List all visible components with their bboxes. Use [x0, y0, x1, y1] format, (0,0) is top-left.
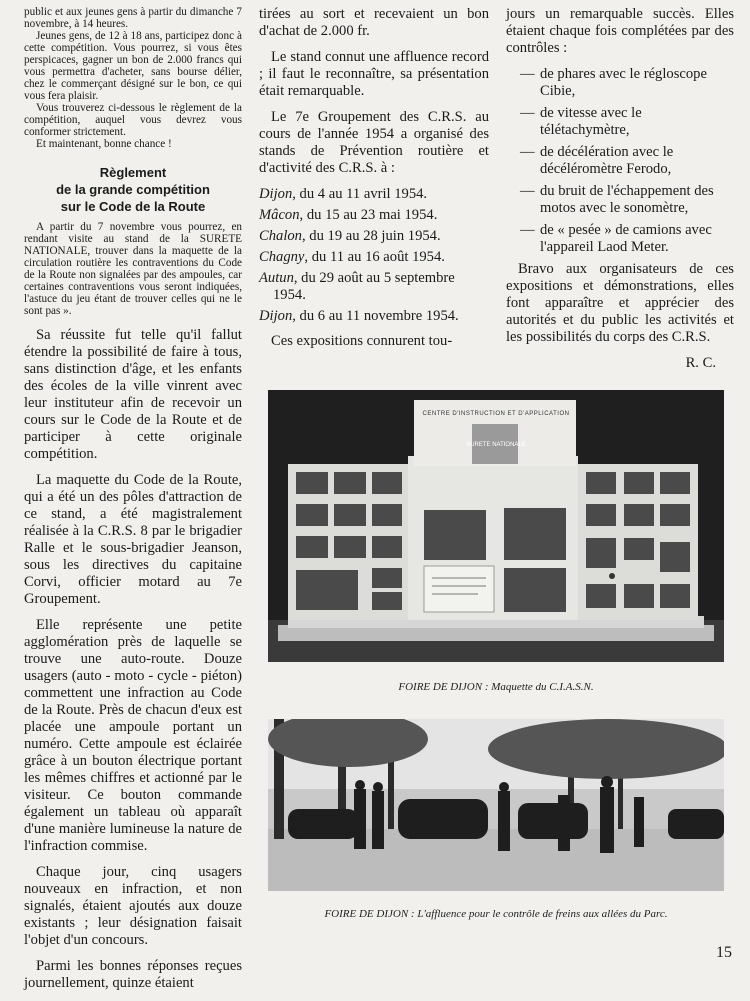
- photo1-caption: FOIRE DE DIJON : Maquette du C.I.A.S.N.: [398, 681, 594, 693]
- controls-item: — de vitesse avec le télétachymètre,: [506, 105, 734, 139]
- controls-list: [506, 66, 734, 256]
- stand-sign-subtitle: SURETE NATIONALE: [466, 442, 526, 448]
- photo-stand-model: [268, 390, 724, 662]
- park-illustration: [268, 719, 724, 891]
- column-2: [259, 6, 489, 359]
- column-3: [506, 6, 734, 372]
- intro-paragraph-4: Et maintenant, bonne chance !: [36, 138, 172, 150]
- photo2-caption: FOIRE DE DIJON : L'affluence pour le contrôle de freins aux allées du Parc.: [324, 908, 668, 920]
- body-paragraph-3: Elle représente une petite agglomération près de laquelle se trouve une auto-route. Douze usagers (auto - moto - cycle - piéton) commettent une infraction au Code de la Route. Près de chacun d'eux est placée une ampoule portant un numéro. Cette ampoule est éclairée grâce à un bouton électrique portant les mêmes chiffres et actionné par le visiteur. Ce bouton commande également un tableau où apparaît d'une manière lumineuse la nature de l'infraction commise.: [24, 617, 242, 854]
- rules-heading-line-1: Règlement: [99, 165, 167, 180]
- body-paragraph-4: Chaque jour, cinq usagers nouveaux en infraction, et non signalés, étaient ajoutés aux douze existants ; leur désignation faisait l'objet d'un concours.: [24, 864, 242, 948]
- controls-item: — de décélération avec le décéléromètre Ferodo,: [506, 144, 734, 178]
- signature: R. C.: [685, 355, 716, 371]
- controls-item: — de phares avec le régloscope Cibie,: [506, 66, 734, 100]
- col2-paragraph-4: Ces expositions connurent tou-: [271, 333, 453, 349]
- exhibition-item: Dijon, du 6 au 11 novembre 1954.: [259, 308, 459, 324]
- exhibition-item: Autun, du 29 août au 5 septembre 1954.: [259, 270, 455, 303]
- controls-item: — de « pesée » de camions avec l'appareil Laod Meter.: [506, 222, 734, 256]
- col3-paragraph-1: jours un remarquable succès. Elles étaient chaque fois complétées par des contrôles :: [506, 6, 734, 56]
- intro-paragraph-1: public et aux jeunes gens à partir du dimanche 7 novembre, à 14 heures.: [24, 6, 242, 30]
- column-1: [24, 6, 242, 1001]
- col3-paragraph-2: Bravo aux organisateurs de ces expositions et démonstrations, elles font apparaître et apprécier des autorités et du public les activités et les possibilités du corps des C.R.S.: [506, 261, 734, 345]
- photo-park-crowd: [268, 719, 724, 891]
- col2-paragraph-2: Le stand connut une affluence record ; il faut le reconnaître, sa présentation était remarquable.: [259, 49, 489, 99]
- stand-sign-title: CENTRE D'INSTRUCTION ET D'APPLICATION: [422, 411, 570, 417]
- page-number: 15: [716, 944, 732, 961]
- col2-paragraph-1: tirées au sort et recevaient un bon d'achat de 2.000 fr.: [259, 6, 489, 39]
- exhibition-item: Chagny, du 11 au 16 août 1954.: [259, 249, 445, 265]
- stand-illustration: [268, 390, 724, 662]
- body-paragraph-1: Sa réussite fut telle qu'il fallut étendre la possibilité de faire à tous, sans distinction d'âge, et les enfants des écoles de la ville vinrent avec leur instituteur afin de recevoir un cours sur le Code de la Route et de participer à cette originale compétition.: [24, 327, 242, 462]
- rules-heading-line-3: sur le Code de la Route: [60, 199, 206, 214]
- intro-paragraph-3: Vous trouverez ci-dessous le règlement de la compétition, auquel vous devrez vous conformer strictement.: [24, 102, 242, 138]
- exhibition-item: Chalon, du 19 au 28 juin 1954.: [259, 228, 441, 244]
- rules-text: A partir du 7 novembre vous pourrez, en rendant visite au stand de la SURETE NATIONALE, trouver dans la maquette de la circulation routière les contraventions du Code de la Route non signalées par des ampoules, car certaines contraventions vous seront indiquées, l'astuce du jeu étant de trouver celles qui ne le sont pas ».: [24, 221, 242, 317]
- col2-paragraph-3: Le 7e Groupement des C.R.S. au cours de l'année 1954 a organisé des stands de Prévention routière et d'activité des C.R.S. à :: [259, 109, 489, 176]
- body-paragraph-5: Parmi les bonnes réponses reçues journellement, quinze étaient: [24, 958, 242, 991]
- intro-paragraph-2: Jeunes gens, de 12 à 18 ans, participez donc à cette compétition. Vous pourrez, si vous êtes perspicaces, gagner un bon de 2.000 francs qui vous permettra d'acheter, sans bourse délier, chez le commerçant désigné sur le bon, ce qui vous fera plaisir.: [24, 30, 242, 102]
- exhibition-list: [259, 186, 489, 325]
- exhibition-item: Dijon, du 4 au 11 avril 1954.: [259, 186, 428, 202]
- exhibition-item: Mâcon, du 15 au 23 mai 1954.: [259, 207, 438, 223]
- body-paragraph-2: La maquette du Code de la Route, qui a été un des pôles d'attraction de ce stand, a été magistralement réalisée à la C.R.S. 8 par le brigadier Ralle et le sous-brigadier Jeanson, sous les directives du capitaine Corvi, officier motard au 7e Groupement.: [24, 472, 242, 607]
- rules-heading: [24, 164, 242, 215]
- controls-item: — du bruit de l'échappement des motos avec le sonomètre,: [506, 183, 734, 217]
- rules-heading-line-2: de la grande compétition: [56, 182, 210, 197]
